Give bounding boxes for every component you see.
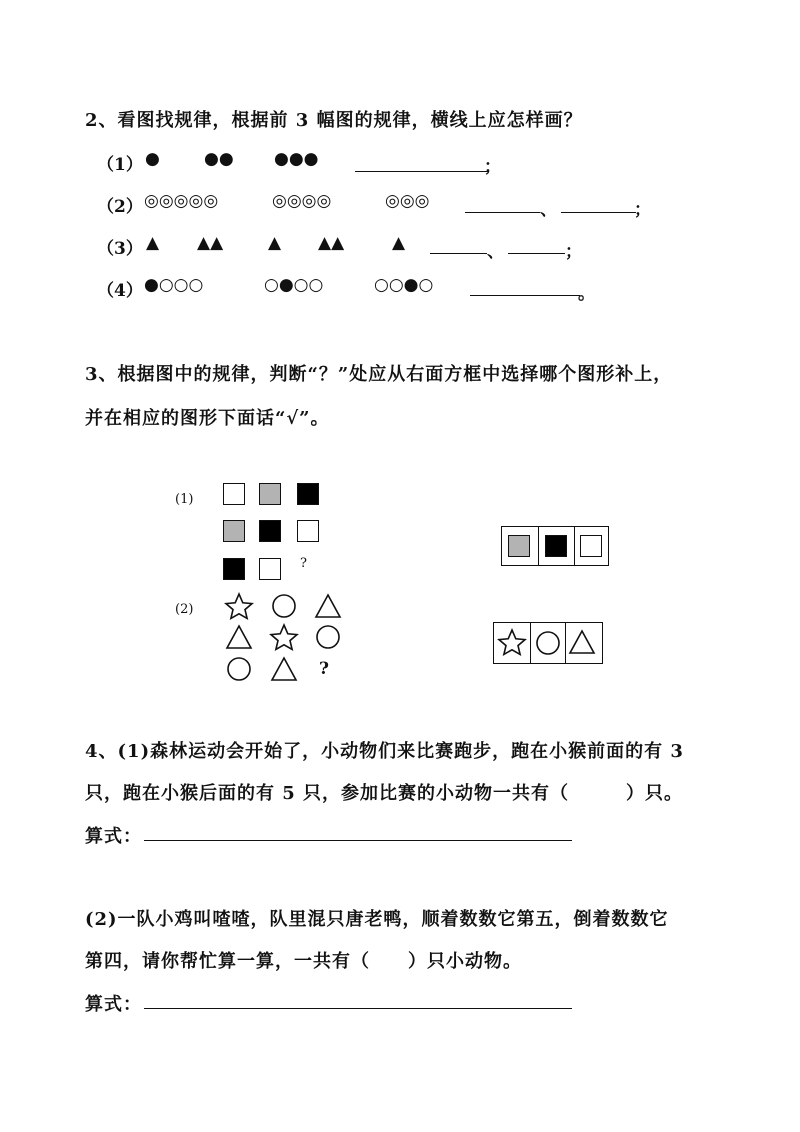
grid2-triangle-shape	[272, 658, 296, 680]
grid1-cell-white	[297, 520, 319, 542]
option2-circle-shape	[534, 628, 564, 658]
grid2-triangle-shape	[227, 626, 251, 648]
q2-row2-end: ；	[634, 200, 651, 220]
option2-star[interactable]	[494, 623, 531, 663]
option1-black-square	[545, 535, 567, 557]
q2-row3-group5: ▲	[392, 233, 406, 253]
q2-row1-end: ；	[484, 157, 501, 177]
q2-row3-separator: 、	[487, 242, 504, 262]
q2-row1-group1: ●	[145, 149, 160, 169]
q4-part2-formula-line[interactable]	[144, 1008, 572, 1009]
option1-white-square	[580, 535, 602, 557]
q4-part2-line2: 第四，请你帮忙算一算，一共有（ ）只小动物。	[85, 951, 522, 972]
grid1-cell-white	[259, 558, 281, 580]
q2-row4-number: （4）	[97, 281, 143, 301]
q4-part1-line2: 只，跑在小猴后面的有 5 只，参加比赛的小动物一共有（ ）只。	[85, 783, 684, 804]
grid2-question-mark: ?	[319, 659, 329, 679]
q2-row1-number: （1）	[97, 155, 143, 175]
grid2-triangle-shape	[316, 595, 340, 617]
q2-row3-group4: ▲▲	[318, 233, 345, 253]
q2-row2-group1: ◎◎◎◎◎	[144, 191, 219, 211]
q2-row3-answer-line-1[interactable]	[430, 253, 487, 254]
option2-triangle-shape	[569, 628, 599, 658]
grid2-circle-shape	[273, 595, 295, 617]
grid2-shapes	[222, 592, 362, 682]
q2-row2-separator: 、	[540, 200, 557, 220]
q3-title-line2: 并在相应的图形下面话“√”。	[85, 408, 330, 429]
q2-row4-end: 。	[578, 284, 595, 304]
grid1-cell-gray	[223, 520, 245, 542]
q2-row3-answer-line-2[interactable]	[508, 253, 565, 254]
option2-star-shape	[497, 628, 527, 658]
q2-row1-group3: ●●●	[274, 149, 319, 169]
q4-part1-formula-label: 算式：	[85, 826, 142, 847]
q2-row1-answer-line[interactable]	[355, 171, 488, 172]
options1-box	[501, 526, 609, 566]
option1-gray[interactable]	[502, 527, 539, 565]
q2-row2-group2: ◎◎◎◎	[272, 191, 332, 211]
q2-row1-group2: ●●	[204, 149, 234, 169]
q4-part1-line1: 4、(1)森林运动会开始了，小动物们来比赛跑步，跑在小猴前面的有 3	[85, 741, 684, 762]
q2-row4-answer-line[interactable]	[470, 295, 580, 296]
q2-row4-group2: ○●○○	[264, 275, 324, 295]
option2-circle[interactable]	[531, 623, 566, 663]
q3-title-line1: 3、根据图中的规律，判断“？”处应从右面方框中选择哪个图形补上，	[85, 364, 673, 385]
q4-part1-formula-line[interactable]	[144, 840, 572, 841]
grid1-cell-gray	[259, 483, 281, 505]
q2-row2-number: （2）	[97, 197, 143, 217]
grid1-cell-black	[223, 558, 245, 580]
option1-black[interactable]	[539, 527, 575, 565]
options2-box	[493, 622, 603, 664]
grid2-circle-shape	[317, 626, 339, 648]
grid2-circle-shape	[228, 658, 250, 680]
q2-row3-group2: ▲▲	[197, 233, 224, 253]
q4-part2-line1: (2)一队小鸡叫喳喳，队里混只唐老鸭，顺着数数它第五，倒着数数它	[85, 909, 669, 930]
grid1-cell-black	[259, 520, 281, 542]
option2-triangle[interactable]	[566, 623, 602, 663]
q2-row2-group3: ◎◎◎	[385, 191, 430, 211]
option1-gray-square	[508, 535, 530, 557]
q2-row4-group1: ●○○○	[144, 275, 204, 295]
q3-puzzle1-label: (1)	[175, 492, 194, 507]
q2-row3-number: （3）	[97, 239, 143, 259]
q2-row3-end: ；	[565, 242, 582, 262]
grid2-star-shape	[226, 594, 252, 618]
option1-white[interactable]	[575, 527, 608, 565]
grid1-cell-white	[223, 483, 245, 505]
q2-title: 2、看图找规律，根据前 3 幅图的规律，横线上应怎样画？	[85, 110, 583, 131]
grid1-cell-black	[297, 483, 319, 505]
q3-puzzle2-label: (2)	[175, 602, 194, 617]
grid1-question-mark: ?	[300, 556, 307, 571]
q4-part2-formula-label: 算式：	[85, 994, 142, 1015]
q2-row3-group3: ▲	[268, 233, 282, 253]
q2-row3-group1: ▲	[146, 233, 160, 253]
grid2-star-shape	[271, 625, 297, 649]
q2-row2-answer-line-1[interactable]	[465, 212, 540, 213]
q2-row4-group3: ○○●○	[374, 275, 434, 295]
q2-row2-answer-line-2[interactable]	[561, 212, 636, 213]
